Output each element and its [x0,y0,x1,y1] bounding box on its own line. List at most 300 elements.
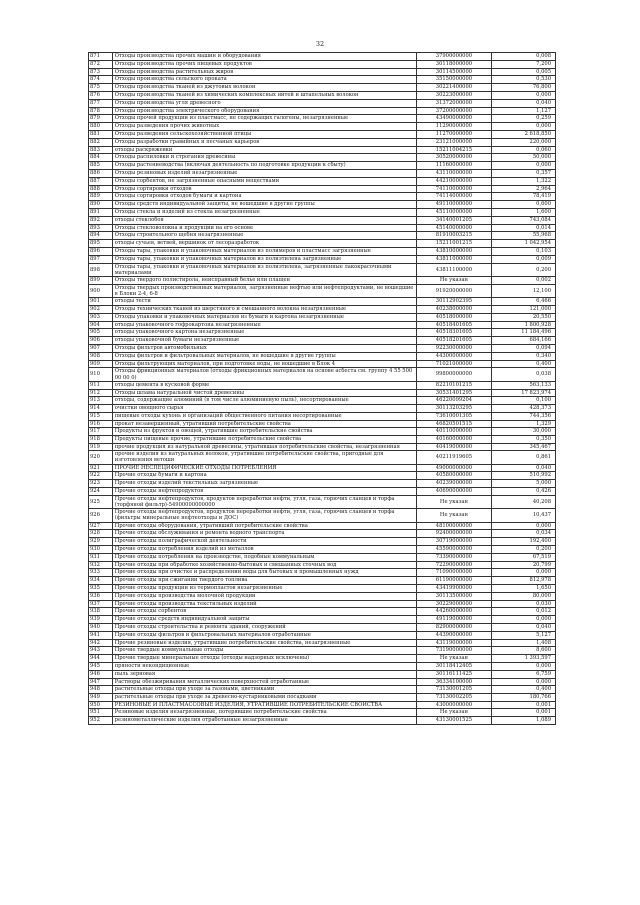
table-row [89,305,556,313]
table-row [89,464,556,472]
table-row [89,344,556,352]
waste-code: 30223000000 [416,91,491,99]
waste-amount: 0,000 [492,91,556,99]
row-number: 890 [89,201,113,209]
waste-name: Отходы строительного щебня незагрязненные [112,232,416,240]
waste-amount: 428,373 [492,405,556,413]
waste-code: 11270000000 [416,130,491,138]
waste-code: 61190000000 [416,577,491,585]
waste-amount: 1,322 [492,177,556,185]
waste-amount: 0,040 [492,624,556,632]
table-row [89,298,556,306]
row-number: 876 [89,91,113,99]
waste-name: Отходы растениеводства (включая деятельность по подготовке продукции к сбыту) [112,162,416,170]
waste-code: 23121000000 [416,138,491,146]
row-number: 886 [89,169,113,177]
row-number: 923 [89,480,113,488]
waste-amount: 0,002 [492,276,556,284]
waste-amount: 684,166 [492,337,556,345]
waste-amount: 30,000 [492,428,556,436]
waste-amount: 40,208 [492,495,556,508]
waste-amount: 0,400 [492,686,556,694]
row-number: 891 [89,208,113,216]
waste-code: 30113500000 [416,592,491,600]
row-number: 913 [89,397,113,405]
waste-code: 34140001205 [416,216,491,224]
row-number: 945 [89,663,113,671]
table-row [89,240,556,248]
waste-code: 43811000000 [416,255,491,263]
waste-name: Прочие отходы потребления на производстве, подобные коммунальным [112,553,416,561]
waste-name: Отходы тары, упаковки и упаковочных материалов из полиэтилена загрязненные [112,255,416,263]
waste-name: Отходы сортировки отходов [112,185,416,193]
row-number: 942 [89,639,113,647]
table-row [89,702,556,709]
waste-name: Отходы стекловолокна и продукции на его основе [112,224,416,232]
row-number: 881 [89,130,113,138]
waste-name: Отходы производства сельского проката [112,76,416,84]
waste-code: 31372000000 [416,99,491,107]
waste-code: Не указан [416,709,491,717]
table-row [89,381,556,389]
waste-name: Прочие отходы изделий текстильных загрязненные [112,480,416,488]
row-number: 888 [89,185,113,193]
row-number: 926 [89,509,113,522]
waste-name: Отходы разведения прочих животных [112,123,416,131]
waste-code: 30112902395 [416,298,491,306]
table-row [89,263,556,276]
waste-amount: 0,000 [492,678,556,686]
table-row [89,538,556,546]
row-number: 931 [89,553,113,561]
row-number: 950 [89,702,113,709]
table-row [89,624,556,632]
waste-name: Прочие отходы производства текстильных изделий [112,600,416,608]
waste-name: Отходы распиловки и строгания древесины [112,154,416,162]
row-number: 936 [89,592,113,600]
row-number: 939 [89,616,113,624]
row-number: 889 [89,193,113,201]
waste-name: Прочие отходы при очистке и распределении воды для бытовых и промышленных нужд [112,569,416,577]
waste-amount: 1 800,928 [492,321,556,329]
row-number: 917 [89,428,113,436]
waste-amount: 0,200 [492,263,556,276]
waste-name: Отходы твердого полистирола, неисправный белье или плащен [112,276,416,284]
waste-amount: 6,466 [492,298,556,306]
row-number: 911 [89,381,113,389]
row-number: 948 [89,686,113,694]
waste-name: Прочие твердые минеральные отходы (отходы надзорных исключены) [112,655,416,663]
waste-amount: 1,408 [492,639,556,647]
waste-name: Отходы производства угля древесного [112,99,416,107]
waste-name: Прочие отходы фильтров и фильтровальных материалов отработанные [112,631,416,639]
row-number: 908 [89,352,113,360]
waste-code: 37900000000 [416,53,491,61]
waste-code: 44300000000 [416,352,491,360]
waste-amount: 12,100 [492,284,556,297]
waste-amount: 0,426 [492,488,556,496]
waste-amount: 345,467 [492,444,556,451]
waste-amount: 0,200 [492,546,556,554]
row-number: 920 [89,451,113,464]
waste-name: Прочие отходы полиграфической деятельности [112,538,416,546]
waste-code: 46220099204 [416,397,491,405]
waste-amount: 1,127 [492,107,556,115]
table-row [89,678,556,686]
waste-amount: 0,530 [492,76,556,84]
waste-code: 99800000000 [416,368,491,381]
table-row [89,428,556,436]
waste-name: Отходы упаковки и упаковочных материалов из бумаги и картона незагрязненные [112,313,416,321]
waste-code: 30719000000 [416,538,491,546]
row-number: 921 [89,464,113,472]
row-number: 925 [89,495,113,508]
waste-amount: 0,000 [492,569,556,577]
waste-name: Отходы твердых производственных материалов, загрязненные нефтью или нефтепродуктами, не вошедшие в Блоки 2-4, 6-8 [112,284,416,297]
waste-amount: 2,964 [492,185,556,193]
waste-amount: 0,000 [492,663,556,671]
row-number: 899 [89,276,113,284]
table-row [89,647,556,655]
table-row [89,255,556,263]
waste-amount: 812,978 [492,577,556,585]
row-number: 893 [89,224,113,232]
waste-name: Отходы разведения сельскохозяйственной птицы [112,130,416,138]
waste-amount: 0,014 [492,224,556,232]
table-row [89,616,556,624]
waste-amount: 0,094 [492,344,556,352]
row-number: 929 [89,538,113,546]
table-row [89,247,556,255]
waste-code: 43419900000 [416,585,491,593]
row-number: 932 [89,561,113,569]
waste-name: Отходы сорбентов, не загрязненные опасными веществами [112,177,416,185]
waste-code: 49000000000 [416,464,491,472]
waste-code: 81910003215 [416,232,491,240]
waste-code: 30118000000 [416,60,491,68]
waste-amount: 0,005 [492,68,556,76]
waste-name: пыль зерновая [112,670,416,678]
table-row [89,412,556,420]
waste-amount: 80,000 [492,592,556,600]
table-row [89,368,556,381]
table-row [89,352,556,360]
row-number: 880 [89,123,113,131]
waste-code: 92400000000 [416,530,491,538]
waste-name: Отходы тары, упаковки и упаковочных материалов из полимеров и пластмасс загрязненные [112,247,416,255]
table-row [89,436,556,444]
waste-name: отходы тести [112,298,416,306]
table-row [89,115,556,123]
waste-code: 74110000000 [416,185,491,193]
row-number: 944 [89,655,113,663]
waste-name: отходы упаковочного картона незагрязненные [112,329,416,337]
row-number: 882 [89,138,113,146]
table-row [89,177,556,185]
table-row [89,276,556,284]
row-number: 952 [89,717,113,725]
row-number: 903 [89,313,113,321]
table-row [89,670,556,678]
waste-code: 44260000000 [416,608,491,616]
waste-amount: 0,400 [492,360,556,368]
table-row [89,201,556,209]
row-number: 907 [89,344,113,352]
waste-amount: 563,133 [492,381,556,389]
row-number: 892 [89,216,113,224]
waste-amount: 1,089 [492,717,556,725]
row-number: 910 [89,368,113,381]
waste-name: Прочие резиновые изделия, утратившие потребительские свойства, незагрязненные [112,639,416,647]
waste-name: Продукты из фруктов и овощей, утратившие потребительские свойства [112,428,416,436]
table-row [89,522,556,530]
row-number: 916 [89,420,113,428]
waste-amount: 0,040 [492,464,556,472]
waste-name: Прочие твердые коммунальные отходы [112,647,416,655]
waste-code: 35150000000 [416,76,491,84]
waste-name: пряности некондиционные [112,663,416,671]
waste-code: 44210000000 [416,177,491,185]
waste-code: 40238000000 [416,305,491,313]
waste-code: Не указан [416,276,491,284]
waste-amount: 0,350 [492,436,556,444]
waste-amount: 7,200 [492,60,556,68]
waste-code: 30116111425 [416,670,491,678]
waste-amount: 0,001 [492,702,556,709]
waste-name: очистки овощного сырья [112,405,416,413]
waste-name: резинометаллические изделия отработанные незагрязненные [112,717,416,725]
row-number: 949 [89,694,113,702]
waste-code: 40518000000 [416,313,491,321]
waste-code: Не указан [416,509,491,522]
table-row [89,561,556,569]
table-row [89,451,556,464]
row-number: 919 [89,444,113,451]
waste-code: 43130001525 [416,717,491,725]
waste-amount: 67,519 [492,553,556,561]
row-number: 878 [89,107,113,115]
waste-code: 30221400000 [416,84,491,92]
row-number: 877 [89,99,113,107]
table-row [89,495,556,508]
table-row [89,553,556,561]
table-row [89,686,556,694]
row-number: 904 [89,321,113,329]
waste-name: ПРОЧИЕ НЕСПЕЦИФИЧЕСКИЕ ОТХОДЫ ПОТРЕБЛЕНИЯ [112,464,416,472]
row-number: 900 [89,284,113,297]
row-number: 943 [89,647,113,655]
table-row [89,313,556,321]
waste-code: 40160000000 [416,436,491,444]
waste-table [88,52,556,725]
waste-amount: 0,038 [492,368,556,381]
table-row [89,709,556,717]
waste-amount: 0,034 [492,530,556,538]
waste-name: Отходы фильтров и фильтровальных материалов, не вошедшие в другие группы [112,352,416,360]
table-row [89,76,556,84]
table-row [89,585,556,593]
waste-code: 30520000000 [416,154,491,162]
waste-name: Отходы производства электрического оборудования [112,107,416,115]
waste-amount: 1,329 [492,420,556,428]
row-number: 896 [89,247,113,255]
waste-amount: 121,000 [492,305,556,313]
row-number: 938 [89,608,113,616]
row-number: 885 [89,162,113,170]
waste-name: растительные отходы при уходе за газонами, цветниками [112,686,416,694]
waste-code: 92230000000 [416,344,491,352]
waste-name: Прочие отходы обслуживания и ремонта водного транспорта [112,530,416,538]
table-row [89,577,556,585]
waste-name: РЕЗИНОВЫЕ И ПЛАСТМАССОВЫЕ ИЗДЕЛИЯ, УТРАТИВШИЕ ПОТРЕБИТЕЛЬСКИЕ СВОЙСТВА [112,702,416,709]
table-row [89,420,556,428]
waste-code: 82210101215 [416,381,491,389]
waste-code: 40690000000 [416,488,491,496]
table-row [89,639,556,647]
waste-name: Отходы тары, упаковки и упаковочных материалов из полиэтилена, загрязненные лакокрасочными материалами [112,263,416,276]
row-number: 937 [89,600,113,608]
table-row [89,337,556,345]
table-row [89,530,556,538]
waste-code: 40110000000 [416,428,491,436]
waste-name: Прочие отходы оборудования, утративший потребительские свойства [112,522,416,530]
row-number: 901 [89,298,113,306]
table-row [89,208,556,216]
row-number: 915 [89,412,113,420]
row-number: 909 [89,360,113,368]
waste-code: 48100000000 [416,522,491,530]
table-row [89,321,556,329]
waste-name: Прочие отходы при обработке хозяйственно-бытовых и смешанных сточных вод [112,561,416,569]
waste-amount: 192,400 [492,538,556,546]
table-row [89,284,556,297]
waste-name: отходы упаковочного гофрокартона незагрязненные [112,321,416,329]
row-number: 935 [89,585,113,593]
row-number: 947 [89,678,113,686]
row-number: 873 [89,68,113,76]
table-row [89,224,556,232]
waste-amount: 0,600 [492,201,556,209]
waste-code: 15211001215 [416,240,491,248]
row-number: 940 [89,624,113,632]
table-row [89,405,556,413]
waste-amount: 0,012 [492,608,556,616]
waste-name: Отходы фильтрующих материалов, при подготовке воды, не вошедшие в Блок 4 [112,360,416,368]
waste-amount: 11 184,496 [492,329,556,337]
row-number: 930 [89,546,113,554]
waste-code: 49119000000 [416,616,491,624]
waste-code: 30118412405 [416,663,491,671]
row-number: 872 [89,60,113,68]
waste-code: 72290000000 [416,561,491,569]
waste-amount: 220,000 [492,138,556,146]
table-row [89,389,556,397]
row-number: 941 [89,631,113,639]
waste-amount: 0,000 [492,522,556,530]
waste-code: Не указан [416,655,491,663]
waste-amount: 0,008 [492,53,556,61]
waste-name: пищевые отходы кухонь и организаций общественного питания несортированные [112,412,416,420]
waste-amount: 20,799 [492,561,556,569]
waste-name: Отходы фильтров автомобильных [112,344,416,352]
waste-name: Отходы технических тканей из шерстяного и смешанного волокна незагрязненные [112,305,416,313]
page-number: 32 [315,40,325,48]
waste-name: отходы упаковочной бумаги незагрязненные [112,337,416,345]
waste-amount: 0,100 [492,397,556,405]
waste-name: Отходы средств индивидуальной защиты, не вошедшие в другие группы [112,201,416,209]
table-row [89,472,556,480]
waste-code: 43110000000 [416,169,491,177]
waste-code: 44390000000 [416,631,491,639]
row-number: 914 [89,405,113,413]
waste-amount: 0,340 [492,352,556,360]
waste-code: 43810000000 [416,247,491,255]
waste-name: Отходы производства растительных жиров [112,68,416,76]
waste-name: Отходы прочей продукции из пластмасс, не содержащих галогены, незагрязненные [112,115,416,123]
waste-code: 45110000000 [416,208,491,216]
table-row [89,84,556,92]
table-row [89,717,556,725]
waste-name: Отходы сортировки отходов бумаги и картона [112,193,416,201]
waste-name: Отходы резиновых изделий незагрязненные [112,169,416,177]
waste-amount: 0,040 [492,99,556,107]
waste-code: 43490000000 [416,115,491,123]
waste-name: Отходы фрикционных материалов (отходы фрикционных материалов на основе асбеста см. группу 4 55 500 00 00 0) [112,368,416,381]
waste-amount: 17 823,974 [492,389,556,397]
waste-name: отходы цемента в кусковой форме [112,381,416,389]
waste-name: Прочие отходы нефтепродуктов [112,488,416,496]
table-row [89,91,556,99]
row-number: 918 [89,436,113,444]
waste-code: 11160000000 [416,162,491,170]
row-number: 883 [89,146,113,154]
table-row [89,509,556,522]
table-row [89,488,556,496]
waste-amount: 0,861 [492,451,556,464]
waste-code: 30113203295 [416,405,491,413]
waste-amount: 180,766 [492,694,556,702]
table-row [89,146,556,154]
table-row [89,329,556,337]
waste-code: 73130002205 [416,694,491,702]
waste-amount: 8,600 [492,647,556,655]
waste-name: отходы, содержащие алюминий (в том числе алюминиевую пыль), несортированные [112,397,416,405]
waste-code: 30531401295 [416,389,491,397]
waste-code: 46820501515 [416,420,491,428]
row-number: 905 [89,329,113,337]
waste-code: 45590000000 [416,546,491,554]
waste-amount: 744,356 [492,412,556,420]
waste-name: Прочие отходы строительства и ремонта зданий, сооружений [112,624,416,632]
table-row [89,608,556,616]
waste-amount: 0,000 [492,123,556,131]
waste-amount: 0,103 [492,247,556,255]
waste-amount: 1 042,954 [492,240,556,248]
row-number: 884 [89,154,113,162]
waste-amount: 20,550 [492,313,556,321]
row-number: 906 [89,337,113,345]
row-number: 875 [89,84,113,92]
waste-name: Прочие отходы нефтепродуктов, продуктов переработки нефти, угля, газа, горючих сланцев и торфа (фильтры минеральные нефтеотходы и ДОС) [112,509,416,522]
row-number: 897 [89,255,113,263]
row-number: 898 [89,263,113,276]
waste-code: 45140000000 [416,224,491,232]
waste-amount: 2 618,850 [492,130,556,138]
table-row [89,169,556,177]
waste-amount: 0,000 [492,162,556,170]
table-row [89,107,556,115]
waste-code: 43811100000 [416,263,491,276]
